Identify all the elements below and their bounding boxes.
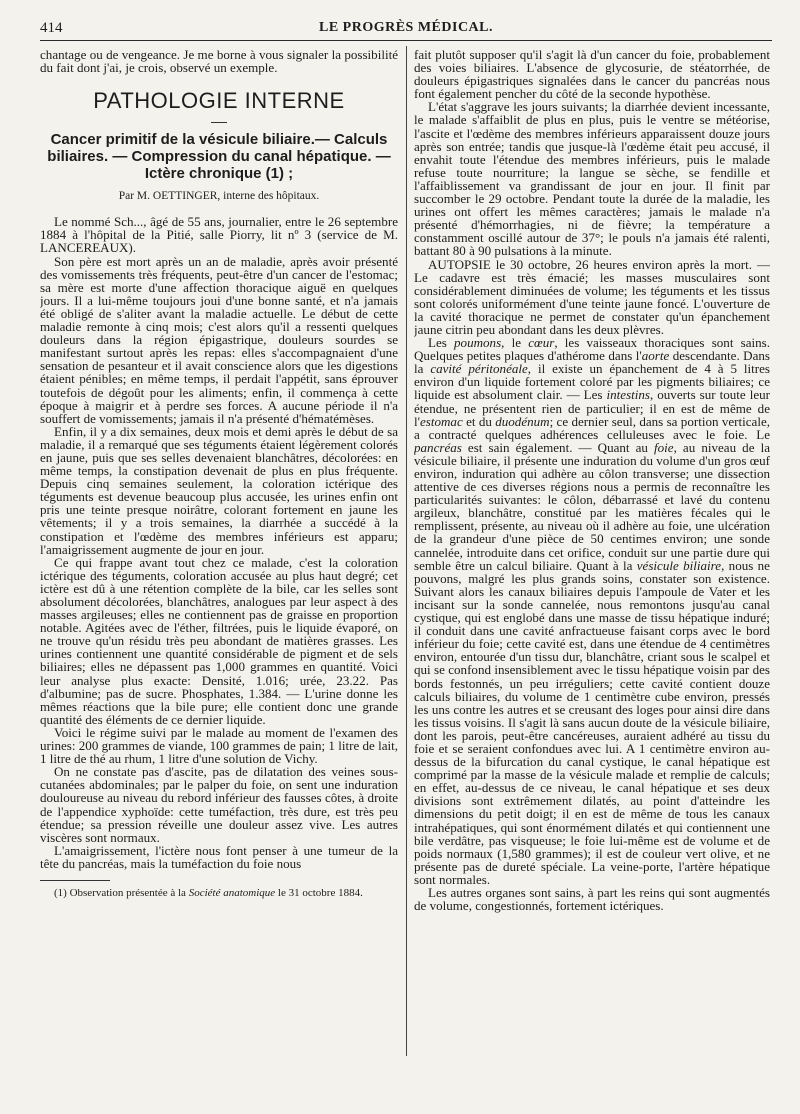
byline-suffix: , interne des hôpitaux.	[217, 190, 320, 203]
paragraph: Voici le régime suivi par le malade au moment de l'examen des urines: 200 grammes de viande, 100 grammes de pain; 1 litre de lait, 1 litre de thé au rhum, 1 litre d'une solution de Vichy.	[40, 724, 398, 767]
paragraph: L'amaigrissement, l'ictère nous font penser à une tumeur de la tête du pancréas, mais la tuméfaction du foie nous	[40, 842, 398, 871]
footnote-suffix: le 31 octobre 1884.	[275, 886, 363, 899]
text-run: , au niveau de la vésicule biliaire, il présente une induration du volume d'un gros œuf environ, induration qui adhère au côlon transverse; une dissection attentive de ces diverses régions nous a permis de reconnaître les particularités suivantes: le côlon, débarrassé et lavé du contenu argileux, blanchâtre, constitué par les matières fécales qui le remplissent, présente, au niveau où il adhère au foie, une ulcération de la grandeur d'une pièce de 50 centimes environ; une sonde cannelée, introduite dans cet orifice, conduit sur une partie dure qui semble être un calcul biliaire. Quant à la	[414, 439, 770, 573]
text-run: ; ce dernier seul, dans sa portion verticale, a contracté quelques adhérences celluleuses avec le foie. Le	[414, 413, 770, 442]
findings-paragraph	[414, 336, 770, 886]
article-title: Cancer primitif de la vésicule biliaire.— Calculs biliaires. — Compression du canal hépatique. — Ictère chronique (1) ;	[47, 131, 391, 183]
italic-term: foie	[654, 439, 674, 455]
paragraph: Son père est mort après un an de maladie, après avoir présenté des vomissements très fréquents, peut-être d'un cancer de l'estomac; sa mère est morte d'une affection thoracique aiguë en quelques jours. Il a lui-même toujours joui d'une bonne santé, et n'a jamais été obligé de s'aliter avant la maladie actuelle. Le début de cette maladie remonte à cinq mois; c'est alors qu'il a ressenti quelques douleurs dans la région épigastrique, douleurs sourdes se manifestant surtout après les repas: elles s'accompagnaient d'une sensation de pesanteur et il avait conscience alors que les digestions étaient pénibles; en même temps, il perdait l'appétit, sans éprouver toutefois de dégoût pour les aliments; enfin, il commença à cette époque à maigrir et à perdre ses forces. A aucune période il n'a souffert de vomissements; jamais il n'a présenté d'hématémèses.	[40, 253, 398, 426]
footnote-prefix: (1) Observation présentée à la	[54, 886, 189, 899]
italic-term: aorte	[641, 348, 670, 364]
page-number: 414	[40, 20, 63, 36]
paragraph: Le nommé Sch..., âgé de 55 ans, journalier, entre le 26 septembre 1884 à l'hôpital de la Pitié, salle Piorry, lit nº 3 (service de M. LANCEREAUX).	[40, 214, 398, 256]
column-divider	[406, 46, 407, 1056]
footnote-rule	[40, 880, 110, 881]
text-run: descendante. Dans la	[414, 348, 770, 377]
text-run: , ouverts sur toute leur étendue, ne présentent rien de particulier; il en est de même de l'	[414, 387, 770, 429]
byline-author: OETTINGER	[152, 190, 218, 203]
right-column	[414, 48, 770, 1108]
italic-term: pancréas	[414, 439, 462, 455]
text-run: , le	[501, 335, 529, 351]
italic-term: cavité péritonéale	[430, 361, 528, 377]
title-rule	[211, 122, 227, 123]
text-run: , les vaisseaux thoraciques sont sains. Quelques petites plaques d'athérome dans l'	[414, 335, 770, 364]
italic-term: cœur	[528, 335, 555, 351]
autopsy-paragraph	[414, 258, 770, 337]
italic-term: duodénum	[495, 413, 550, 429]
paragraph: On ne constate pas d'ascite, pas de dilatation des veines sous-cutanées abdominales; par le palper du foie, on sent une induration douloureuse au niveau du rebord inférieur des fausses côtes, à droite de l'appendice xyphoïde: cette tuméfaction, très dure, est très peu étendue; sa pression réveille une douleur assez vive. Les autres viscères sont normaux.	[40, 764, 398, 845]
text-run: et du	[462, 413, 496, 429]
text-run: Les	[428, 335, 455, 351]
opening-paragraph: chantage ou de vengeance. Je me borne à vous signaler la possibilité du fait dont j'ai, je crois, observé un exemple.	[40, 48, 398, 76]
italic-term: estomac	[419, 413, 463, 429]
autopsy-text: le 30 octobre, 26 heures environ après la mort. — Le cadavre est très émacié; les masses musculaires sont considérablement diminuées de volume; les téguments et les tissus sont colorés uniformément d'une teinte jaune foncé. L'ouverture de la cavité thoracique ne permet de constater qu'un épanchement jaune citrin peu abondant dans les deux plèvres.	[414, 256, 770, 337]
italic-term: intestins	[606, 387, 650, 403]
italic-term: vésicule biliaire	[636, 557, 722, 573]
autopsy-label: AUTOPSIE	[428, 256, 491, 272]
paragraph: Ce qui frappe avant tout chez ce malade, c'est la coloration ictérique des téguments, coloration accusée au plus haut degré; cet ictère est dû à une rétention complète de la bile, car les selles sont absolument décolorées, blanchâtres, analogues par leur aspect à des masses argileuses; elles ne contiennent pas de graisse en proportion notable. Agitées avec de l'éther, filtrées, puis le liquide évaporé, on ne trouve qu'un résidu très peu abondant de matières grasses. Les urines contiennent une quantité considérable de pigment et de sels biliaires; elles ne dépassent pas 1,000 grammes en quantité. Voici leur analyse plus exacte: Densité, 1.016; urée, 23.22. Pas d'albumine; pas de sucre. Phosphates, 1.384. — L'urine donne les mêmes réactions que la bile pure; elle contient donc une grande quantité des éléments de ce dernier liquide.	[40, 554, 398, 727]
footnote	[40, 887, 398, 899]
byline	[40, 190, 398, 203]
byline-prefix: Par M.	[118, 190, 151, 203]
left-column	[40, 48, 398, 1108]
running-title: LE PROGRÈS MÉDICAL.	[318, 20, 494, 35]
italic-term: poumons	[454, 335, 502, 351]
text-run: , nous ne pouvons, malgré les plus grands soins, constater son existence. Suivant alors les canaux biliaires depuis l'ampoule de Vater et les incisant sur la sonde cannelée, nous remontons jusqu'au canal cystique, qui est englobé dans une masse de tissu hépatique induré; il conduit dans une cavité anfractueuse faisant corps avec le bord inférieur du foie; cette cavité est, dans une étendue de 4 centimètres environ, entourée d'un tissu dur, blanchâtre, criant sous le scalpel et qui se confond insensiblement avec le tissu hépatique voisin par des bords festonnés, un peu irréguliers; cette cavité contient douze calculs biliaires, du volume de 1 centimètre cube environ, pressés les uns contre les autres et se creusant des loges pour ainsi dire dans les tissus voisins. Il s'agit là sans aucun doute de la vésicule biliaire, dont les parois, peut-être cancéreuses, auraient adhéré au tissu du foie et se seraient confondues avec lui. A 1 centimètre environ au-dessus de la bifurcation du canal cystique, le canal hépatique est comprimé par la masse de la vésicule malade et remplie de calculs; en effet, au-dessus de ce niveau, le canal hépatique et ses deux divisions sont extrêmement dilatés, au point d'atteindre les dimensions du petit doigt; il en est de même de tous les canaux intrahépatiques, qui sont énormément dilatés et qui contiennent une bile verdâtre, pas visqueuse; le foie lui-même est de volume et de poids normaux (1,580 grammes); il est de couleur vert olive, et ne présente pas de dureté spéciale. La veine-porte, l'artère hépatique sont normales.	[414, 557, 770, 887]
paragraph: Enfin, il y a dix semaines, deux mois et demi après le début de sa maladie, il a remarqué que ses téguments étaient légèrement colorés en jaune, puis que ses selles devenaient blanchâtres, décolorées: en même temps, la constipation devenait de plus en plus fréquente. Depuis cinq semaines seulement, la coloration ictérique des téguments est devenue beaucoup plus accusée, les urines enfin ont pris une teinte presque noirâtre, colorant fortement en jaune les vêtements; il y a trois semaines, la diarrhée a succédé à la constipation et l'œdème des membres inférieurs est apparu; l'amaigrissement augmente de jour en jour.	[40, 423, 398, 557]
page-header	[40, 18, 772, 41]
footnote-italic: Société anatomique	[188, 886, 276, 899]
last-paragraph: Les autres organes sont sains, à part les reins qui sont augmentés de volume, congestionnés, fortement ictériques.	[414, 885, 770, 914]
paragraph: L'état s'aggrave les jours suivants; la diarrhée devient incessante, le malade s'affaiblit de plus en plus, puis le ventre se météorise, l'ascite et l'œdème des membres inférieurs apparaissent douze jours après son entrée; tandis que jusque-là l'œdème était peu accusé, il envahit toute l'étendue des membres inférieurs, puis le malade refuse toute nourriture; la langue se sèche, se fendille et l'affaiblissement va grandissant de jour en jour. Il finit par succomber le 29 octobre. Pendant toute la durée de la maladie, les urines ont offert les mêmes caractères; jamais le malade n'a présenté d'hémorrhagies, ni de fièvre; la température a constamment oscillé autour de 37°; le pouls n'a jamais été ralenti, battant 80 à 90 pulsations à la minute.	[414, 99, 770, 259]
paragraph: fait plutôt supposer qu'il s'agit là d'un cancer du foie, probablement des voies biliaires. L'absence de glycosurie, de stéatorrhée, de douleurs épigastriques signalées dans le cancer du pancréas nous font également pencher du côté de la seconde hypothèse.	[414, 48, 770, 102]
text-run: est sain également. — Quant au	[461, 439, 655, 455]
section-title: PATHOLOGIE INTERNE	[93, 88, 345, 114]
text-run: , il existe un épanchement de 4 à 5 litres environ d'un liquide fortement coloré par les pigments biliaires; ce liquide est absolument clair. — Les	[414, 361, 770, 403]
